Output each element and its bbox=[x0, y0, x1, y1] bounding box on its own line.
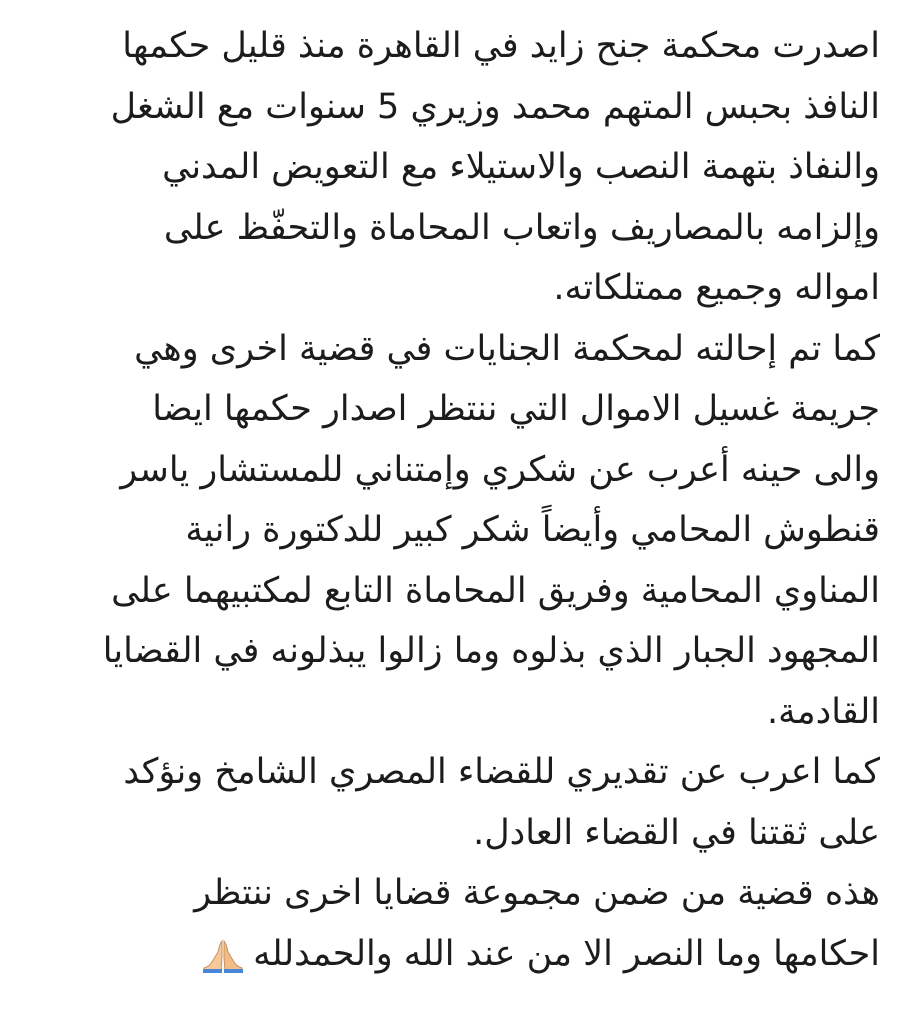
post-line: كما اعرب عن تقديري للقضاء المصري الشامخ ونؤكد bbox=[123, 752, 880, 792]
post-line: على ثقتنا في القضاء العادل. bbox=[473, 812, 880, 853]
post-line: المناوي المحامية وفريق المحاماة التابع لمكتبيهما على bbox=[111, 570, 880, 611]
post-last-line bbox=[22, 924, 880, 985]
post-line: امواله وجميع ممتلكاته. bbox=[553, 268, 880, 308]
post-line: اصدرت محكمة جنح زايد في القاهرة منذ قليل حكمها bbox=[122, 26, 880, 66]
post-line: النافذ بحبس المتهم محمد وزيري 5 سنوات مع الشغل bbox=[110, 86, 880, 127]
post-line: القادمة. bbox=[767, 691, 880, 732]
post-line: وإلزامه بالمصاريف واتعاب المحاماة والتحفّظ على bbox=[163, 207, 880, 248]
post-line: هذه قضية من ضمن مجموعة قضايا اخرى ننتظر bbox=[194, 873, 880, 913]
post-line: قنطوش المحامي وأيضاً شكر كبير للدكتورة رانية bbox=[185, 510, 880, 550]
post-line: كما تم إحالته لمحكمة الجنايات في قضية اخرى وهي bbox=[134, 328, 880, 369]
folded-hands-icon bbox=[201, 937, 245, 973]
post-line: والنفاذ بتهمة النصب والاستيلاء مع التعويض المدني bbox=[162, 147, 880, 187]
post-line: احكامها وما النصر الا من عند الله والحمدلله bbox=[253, 933, 880, 974]
post-line: المجهود الجبار الذي بذلوه وما زالوا يبذلونه في القضايا bbox=[102, 631, 880, 671]
post-line: والى حينه أعرب عن شكري وإمتناني للمستشار ياسر bbox=[120, 449, 880, 490]
post-text bbox=[22, 16, 880, 1016]
post-line: جريمة غسيل الاموال التي ننتظر اصدار حكمها ايضا bbox=[152, 389, 880, 429]
